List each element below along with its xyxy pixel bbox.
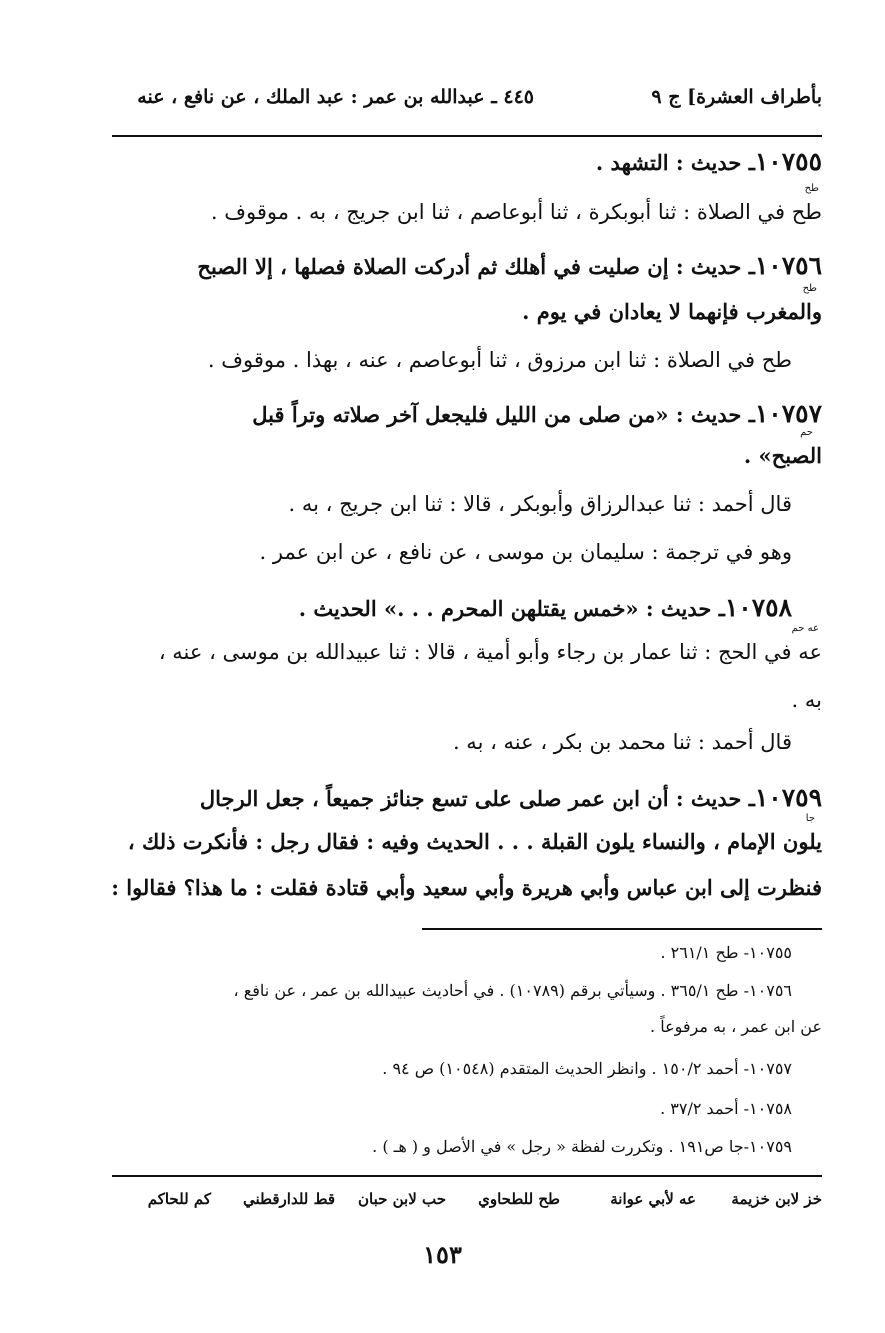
hadith-10759-text: يلون الإمام ، والنساء يلون القبلة . . . الحديث وفيه : فقال رجل : فأنكرت ذلك ، (127, 829, 822, 854)
abbreviation-item: حب لابن حبان (358, 1190, 446, 1208)
hadith-number: ١٠٧٥٩ (754, 783, 822, 812)
hadith-entry-10755-title (112, 146, 822, 179)
hadith-entry-10758-title (112, 592, 792, 625)
hadith-number: ١٠٧٥٦ (754, 251, 822, 280)
abbreviations-legend (112, 1186, 822, 1216)
footnote-rule (422, 928, 822, 930)
hadith-10757-text: الصبح» . (743, 443, 822, 468)
hadith-heading: ـ حديث : «خمس يقتلهن المحرم . . .» الحديث . (298, 596, 725, 621)
footnote-10756-cont: عن ابن عمر ، به مرفوعاً . (650, 1017, 822, 1036)
hadith-entry-10759-title (112, 782, 822, 815)
hadith-heading: ـ حديث : «من صلى من الليل فليجعل آخر صلاته وتراً قبل (252, 402, 755, 427)
hadith-10758-isnad-ahmad: قال أحمد : ثنا محمد بن بكر ، عنه ، به . (452, 730, 792, 754)
abbreviation-item: خز لابن خزيمة (731, 1190, 822, 1208)
hadith-10756-text: والمغرب فإنهما لا يعادان في يوم . (522, 299, 822, 324)
footnote-10755: ١٠٧٥٥- طح ٢٦١/١ . (660, 943, 792, 962)
hadith-10758-isnad-cont: به . (791, 688, 822, 712)
hadith-10757-isnad: قال أحمد : ثنا عبدالرزاق وأبوبكر ، قالا : ثنا ابن جريج ، به . (288, 492, 792, 516)
hadith-heading: ـ حديث : التشهد . (595, 150, 755, 175)
source-symbol: طح (804, 183, 819, 194)
hadith-10756-isnad: طح في الصلاة : ثنا ابن مرزوق ، ثنا أبوعاصم ، عنه ، بهذا . موقوف . (207, 348, 792, 372)
abbreviation-item: طح للطحاوي (478, 1190, 560, 1208)
abbreviation-item: عه لأبي عوانة (610, 1190, 696, 1208)
hadith-entry-10757-title (112, 398, 822, 431)
hadith-10758-isnad: عه في الحج : ثنا عمار بن رجاء وأبو أمية ، قالا : ثنا عبيدالله بن موسى ، عنه ، (158, 640, 822, 664)
hadith-entry-10756-title (112, 250, 822, 283)
footnote-10759: ١٠٧٥٩-جا ص١٩١ . وتكررت لفظة « رجل » في الأصل و ( هـ ) . (372, 1137, 792, 1156)
hadith-10755-isnad: طح في الصلاة : ثنا أبوبكرة ، ثنا أبوعاصم ، ثنا ابن جريج ، به . موقوف . (210, 200, 822, 224)
source-symbol: طح (802, 283, 817, 294)
footnote-10758: ١٠٧٥٨- أحمد ٣٧/٢ . (660, 1099, 792, 1118)
hadith-number: ١٠٧٥٨ (724, 593, 792, 622)
hadith-number: ١٠٧٥٥ (754, 147, 822, 176)
abbreviations-rule (112, 1175, 822, 1177)
abbreviation-item: قط للدارقطني (243, 1190, 335, 1208)
abbreviation-item: كم للحاكم (147, 1190, 211, 1208)
header-chapter-title: ٤٤٥ ـ عبدالله بن عمر : عبد الملك ، عن نافع ، عنه (137, 86, 534, 108)
source-symbol: عه حم (791, 623, 819, 634)
footnote-10757: ١٠٧٥٧- أحمد ١٥٠/٢ . وانظر الحديث المتقدم (١٠٥٤٨) ص ٩٤ . (382, 1059, 792, 1078)
hadith-heading: ـ حديث : أن ابن عمر صلى على تسع جنائز جميعاً ، جعل الرجال (199, 786, 755, 811)
running-header (112, 80, 822, 120)
hadith-heading: ـ حديث : إن صليت في أهلك ثم أدركت الصلاة فصلها ، إلا الصبح (197, 254, 755, 279)
source-symbol: حم (800, 427, 813, 438)
page-number: ١٥٣ (423, 1240, 462, 1269)
footnote-10756: ١٠٧٥٦- طح ٣٦٥/١ . وسيأتي برقم (١٠٧٨٩) . في أحاديث عبيدالله بن عمر ، عن نافع ، (233, 981, 792, 1000)
header-rule (112, 135, 822, 137)
hadith-number: ١٠٧٥٧ (754, 399, 822, 428)
hadith-10759-text-cont: فنظرت إلى ابن عباس وأبي هريرة وأبي سعيد وأبي قتادة فقلت : ما هذا؟ فقالوا : (111, 875, 822, 900)
hadith-10757-note: وهو في ترجمة : سليمان بن موسى ، عن نافع ، عن ابن عمر . (259, 540, 792, 564)
header-book-title: بأطراف العشرة] ج ٩ (651, 86, 822, 108)
source-symbol: جا (805, 813, 815, 824)
